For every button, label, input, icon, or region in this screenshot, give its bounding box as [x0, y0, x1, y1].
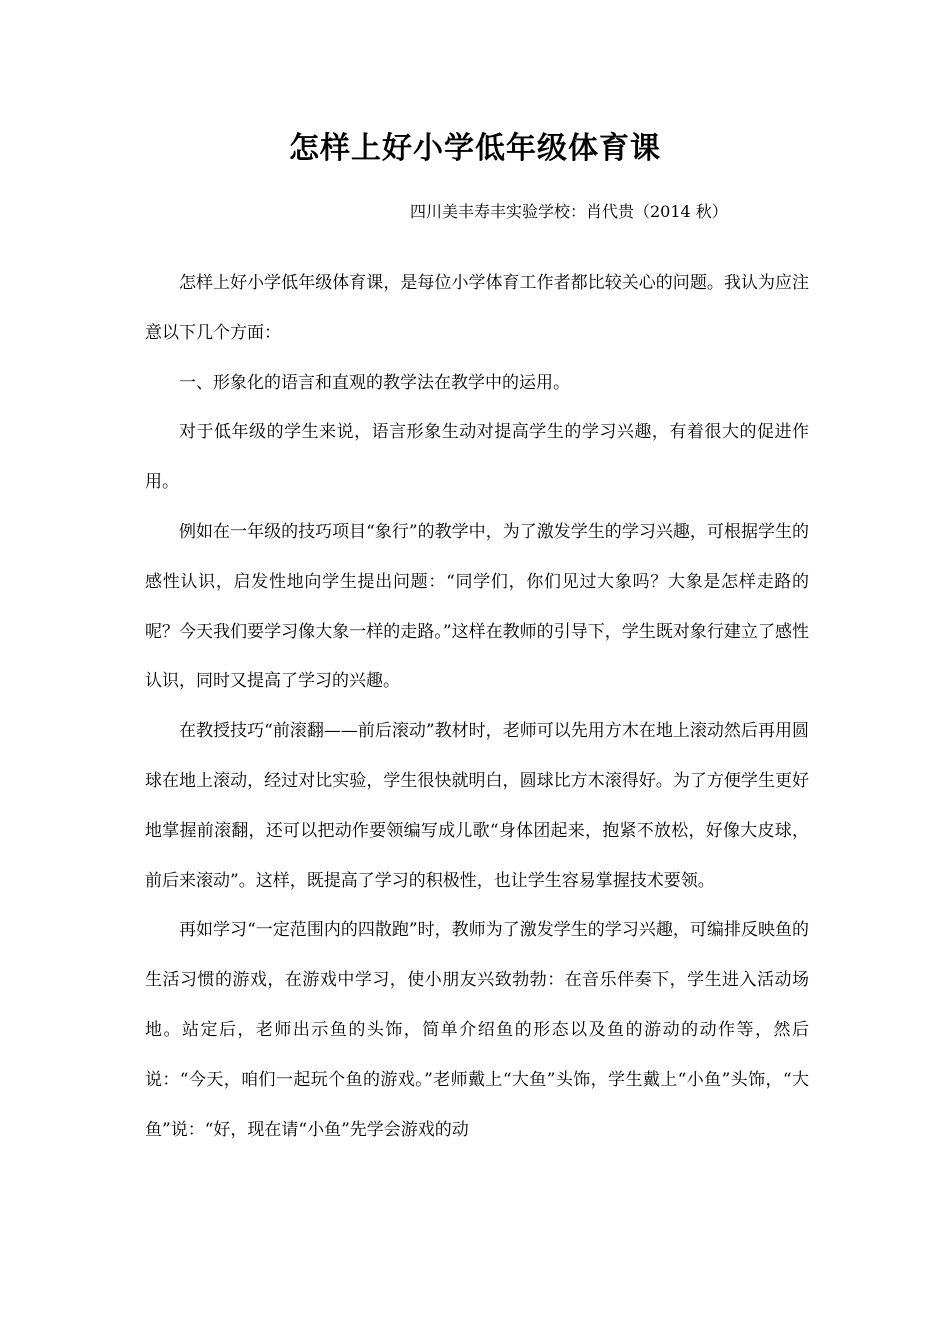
paragraph: 对于低年级的学生来说，语言形象生动对提高学生的学习兴趣，有着很大的促进作用。 [145, 422, 809, 493]
paragraph-intro: 怎样上好小学低年级体育课，是每位小学体育工作者都比较关心的问题。我认为应注意以下几个方面： [145, 273, 809, 343]
author-line: 四川美丰寿丰实验学校：肖代贵（2014 秋） [410, 202, 728, 221]
paragraph: 在教授技巧“前滚翻——前后滚动”教材时，老师可以先用方木在地上滚动然后再用圆球在地上滚动，经过对比实验，学生很快就明白，圆球比方木滚得好。为了方便学生更好地掌握前滚翻，还可以把动作要领编写成儿歌“身体团起来，抱紧不放松，好像大皮球，前后来滚动”。这样，既提高了学习的积极性，也让学生容易掌握技术要领。 [145, 721, 809, 891]
section-heading-1: 一、形象化的语言和直观的教学法在教学中的运用。 [179, 372, 570, 393]
paragraph: 例如在一年级的技巧项目“象行”的教学中，为了激发学生的学习兴趣，可根据学生的感性认识，启发性地向学生提出问题：“同学们，你们见过大象吗？大象是怎样走路的呢？今天我们要学习像大象一样的走路。”这样在教师的引导下，学生既对象行建立了感性认识，同时又提高了学习的兴趣。 [145, 521, 809, 692]
paragraph: 再如学习“一定范围内的四散跑”时，教师为了激发学生的学习兴趣，可编排反映鱼的生活习惯的游戏，在游戏中学习，使小朋友兴致勃勃：在音乐伴奏下，学生进入活动场地。站定后，老师出示鱼的头饰，简单介绍鱼的形态以及鱼的游动的动作等，然后说：“今天，咱们一起玩个鱼的游戏。”老师戴上“大鱼”头饰，学生戴上“小鱼”头饰，“大鱼”说：“好，现在请“小鱼”先学会游戏的动 [145, 920, 809, 1140]
document-body [145, 259, 809, 1155]
document-title: 怎样上好小学低年级体育课 [289, 131, 661, 166]
